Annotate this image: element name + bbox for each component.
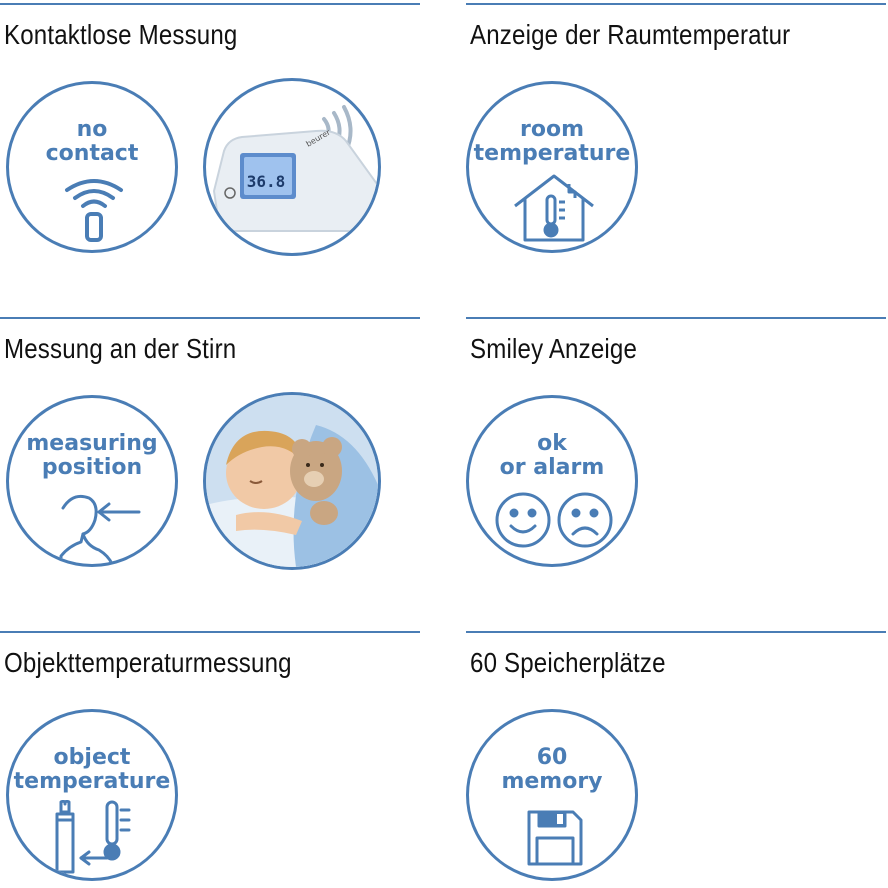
section-divider <box>466 631 886 633</box>
feature-no-contact <box>0 3 420 303</box>
section-divider <box>466 3 886 5</box>
feature-heading: Smiley Anzeige <box>470 333 638 364</box>
badge-line-1: object <box>53 745 131 770</box>
badge-line-2: position <box>41 455 143 480</box>
memory-badge <box>466 709 638 881</box>
child-illustration <box>206 395 378 567</box>
feature-heading: Messung an der Stirn <box>4 333 237 364</box>
bottle-thermometer-icon <box>51 800 141 880</box>
badge-line-2: temperature <box>473 141 631 166</box>
section-divider <box>0 3 420 5</box>
badge-line-1: room <box>519 117 584 142</box>
badge-line-2: contact <box>45 141 139 166</box>
house-thermometer-icon <box>509 172 599 244</box>
feature-room-temperature <box>466 3 886 303</box>
badge-line-1: 60 <box>536 745 568 770</box>
device-illustration <box>206 81 378 253</box>
device-reading: 36.8 <box>246 172 286 191</box>
wireless-signal-icon <box>59 176 129 246</box>
object-temperature-badge <box>6 709 178 881</box>
feature-heading: 60 Speicherplätze <box>470 647 666 678</box>
feature-forehead-measurement <box>0 317 420 617</box>
measuring-position-badge <box>6 395 178 567</box>
floppy-disk-icon <box>525 808 585 868</box>
feature-memory <box>466 631 886 888</box>
thermometer-device-photo <box>203 78 381 256</box>
feature-heading: Anzeige der Raumtemperatur <box>470 19 791 50</box>
feature-smiley-display <box>466 317 886 617</box>
badge-line-2: memory <box>501 769 603 794</box>
section-divider <box>0 317 420 319</box>
badge-line-1: measuring <box>26 431 158 456</box>
feature-object-temperature <box>0 631 420 888</box>
badge-line-2: or alarm <box>499 455 605 480</box>
sleeping-child-photo <box>203 392 381 570</box>
feature-heading: Objekttemperaturmessung <box>4 647 292 678</box>
section-divider <box>466 317 886 319</box>
smiley-faces-icon <box>489 490 619 550</box>
no-contact-badge <box>6 81 178 253</box>
feature-heading: Kontaktlose Messung <box>4 19 238 50</box>
smiley-badge <box>466 395 638 567</box>
device-brand: beurer <box>304 127 332 149</box>
badge-line-2: temperature <box>13 769 171 794</box>
badge-line-1: no <box>76 117 108 142</box>
head-arrow-icon <box>43 486 153 566</box>
room-temperature-badge <box>466 81 638 253</box>
section-divider <box>0 631 420 633</box>
badge-line-1: ok <box>537 431 567 456</box>
